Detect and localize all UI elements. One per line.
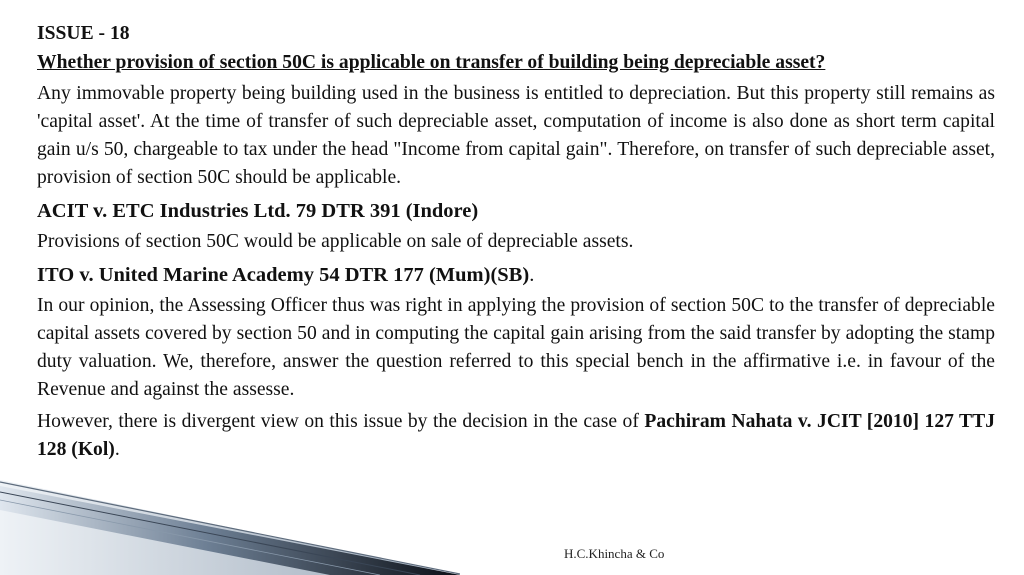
case-citation-suffix: . (529, 264, 535, 286)
case-citation-united-marine (37, 260, 995, 290)
case-citation-united-marine-text: ITO v. United Marine Academy 54 DTR 177 (Mum)(SB) (37, 264, 530, 286)
divergent-view-suffix: . (114, 439, 120, 460)
paragraph-depreciation: Any immovable property being building used in the business is entitled to depreciation. But this property still remains as 'capital asset'. At the time of transfer of such depreciable asset, computation of income is also done as short term capital gain u/s 50, chargeable to tax under the head "Income from capital gain". Therefore, on transfer of such depreciable asset, provision of section 50C should be applicable. (37, 83, 995, 188)
divergent-view-prefix: However, there is divergent view on this issue by the decision in the case of (37, 411, 645, 432)
paragraph-holding: Provisions of section 50C would be applicable on sale of depreciable assets. (37, 231, 634, 252)
case-citation-etc-industries: ACIT v. ETC Industries Ltd. 79 DTR 391 (Indore) (37, 200, 479, 222)
issue-label: ISSUE - 18 (37, 23, 130, 44)
paragraph-divergent-view (37, 408, 995, 464)
case-citation-pachiram-nahata: Pachiram Nahata v. JCIT [2010] 127 TTJ 128 (Kol) (37, 411, 995, 460)
decorative-swoosh (0, 470, 460, 575)
paragraph-opinion: In our opinion, the Assessing Officer thus was right in applying the provision of section 50C to the transfer of depreciable capital assets covered by section 50 and in computing the capital gain arising from the said transfer by adopting the stamp duty valuation. We, therefore, answer the question referred to this special bench in the affirmative i.e. in favour of the Revenue and against the assesse. (37, 295, 995, 400)
slide-content (37, 20, 995, 468)
footer-firm-name: H.C.Khincha & Co (564, 546, 665, 561)
issue-question: Whether provision of section 50C is applicable on transfer of building being depreciable asset? (37, 52, 826, 73)
